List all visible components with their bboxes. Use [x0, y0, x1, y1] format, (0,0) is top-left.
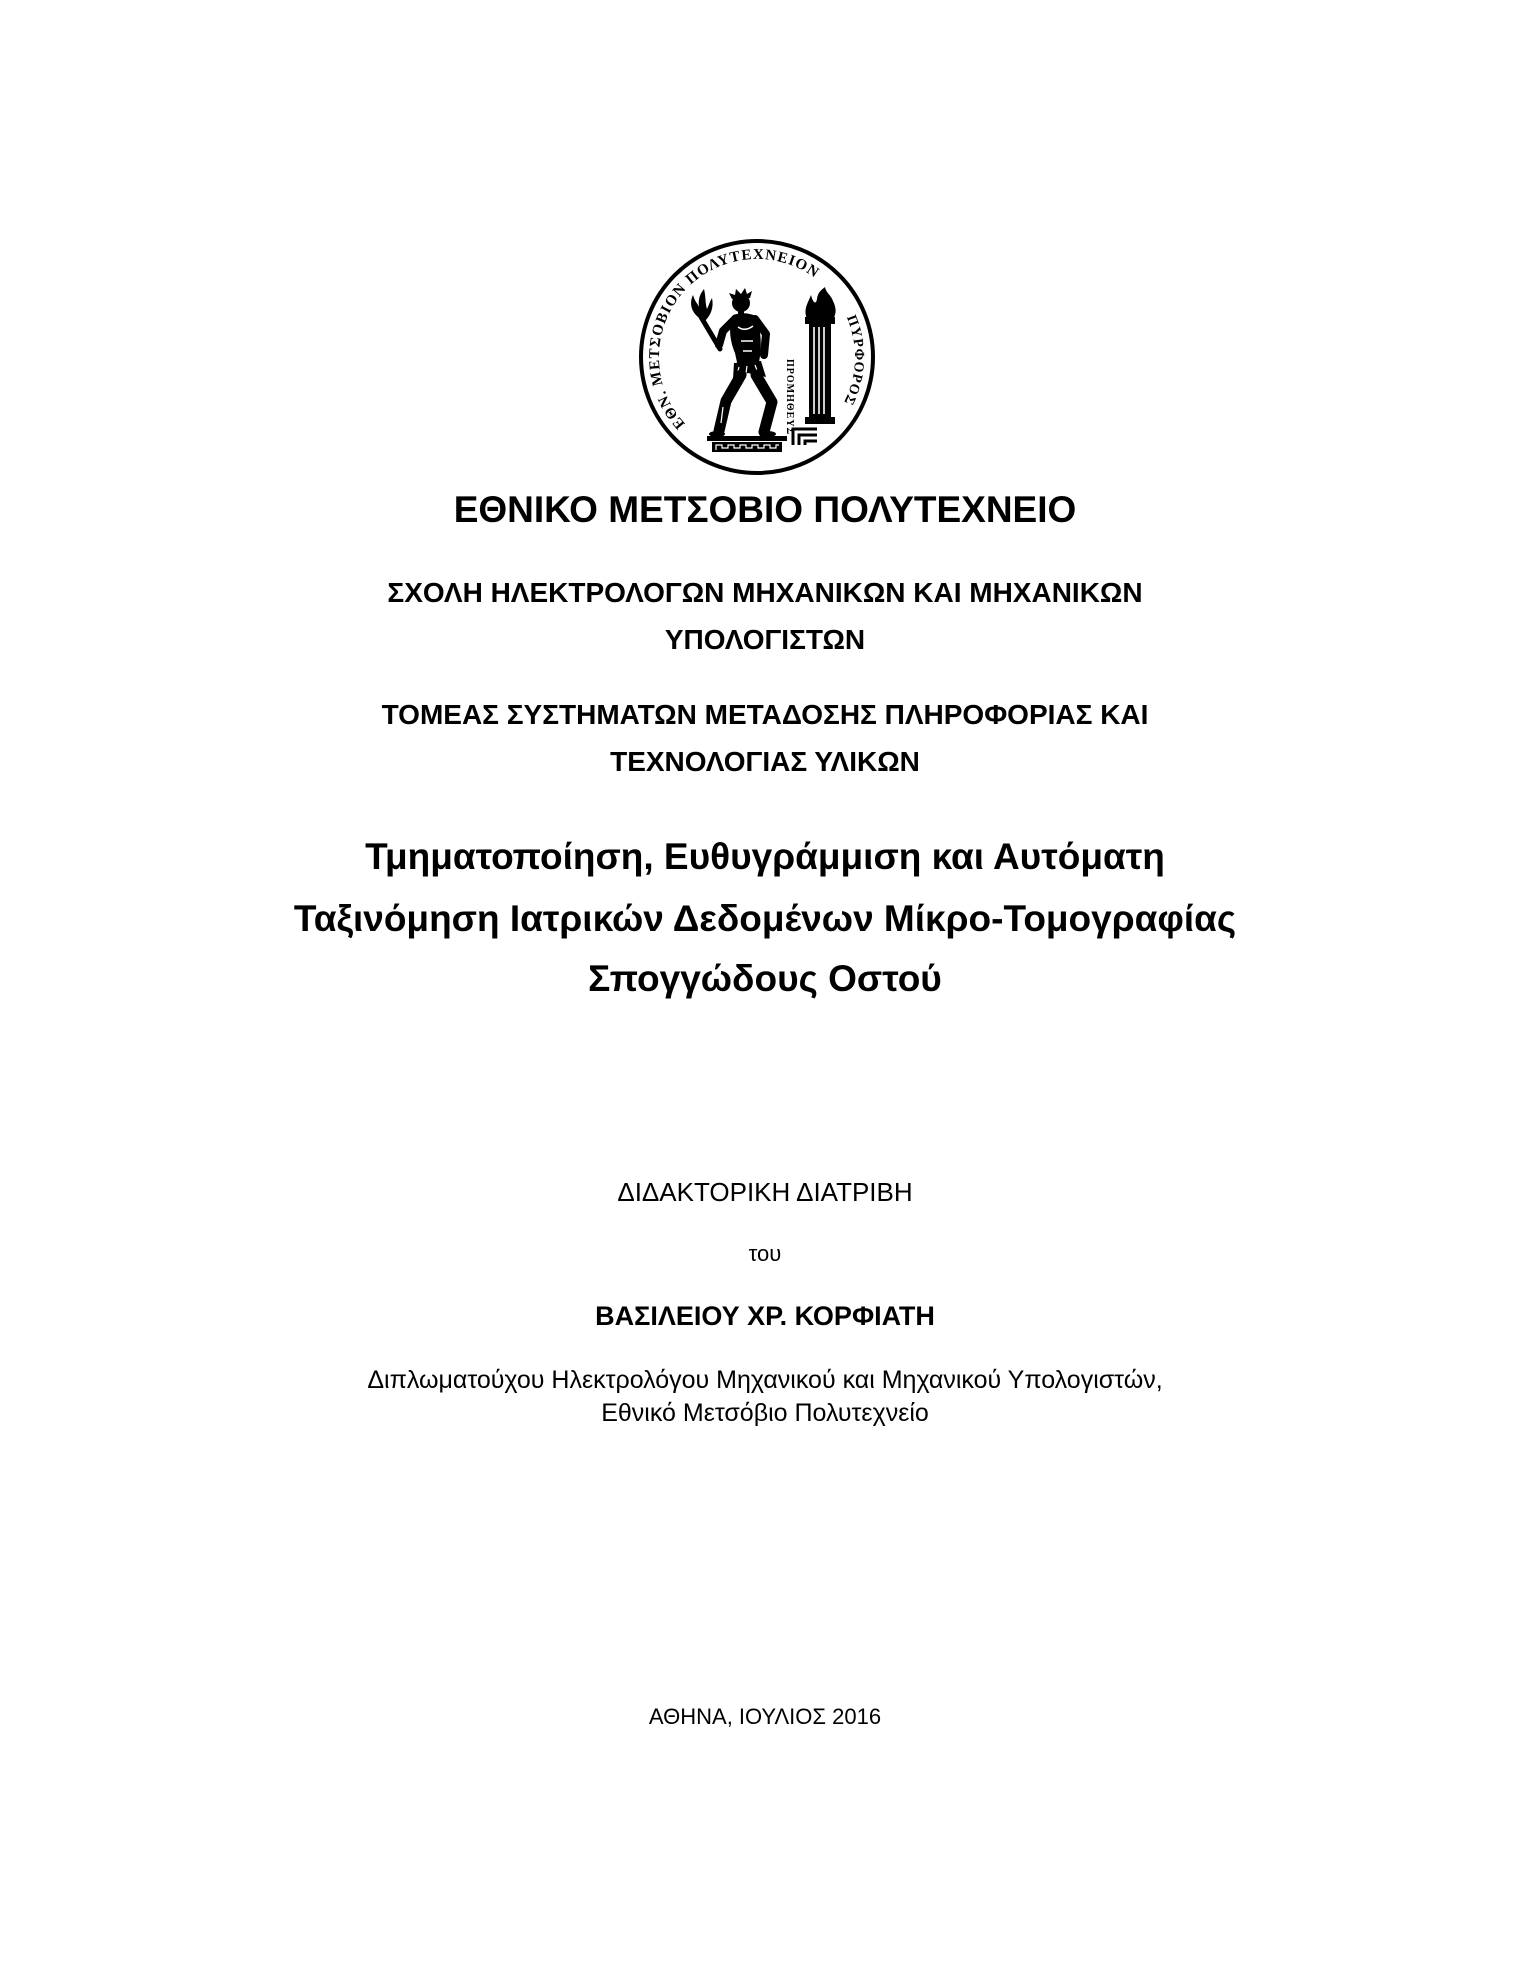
torch [691, 289, 720, 349]
pedestal-top [707, 436, 787, 441]
prometheus-figure [691, 288, 776, 437]
figure-left-leg [719, 375, 741, 431]
seal-inner-text: ΠΡΟΜΗΘΕΥΣ [784, 359, 795, 436]
figure-hair [729, 288, 752, 299]
school-name-line-2: ΥΠΟΛΟΓΙΣΤΩΝ [664, 624, 866, 655]
column-shaft [809, 324, 831, 417]
column-capital [805, 317, 835, 324]
seal-right-text-path: ΠΥΡΦΟΡΟΣ [839, 313, 867, 409]
university-seal-logo [637, 237, 877, 477]
thesis-title-line-1: Τμηματοποίηση, Ευθυγράμμιση και Αυτόματη [365, 836, 1165, 877]
seal-ring-text-path: ΕΘΝ. ΜΕΤΣΟΒΙΟΝ ΠΟΛΥΤΕΧΝΕΙΟΝ [646, 246, 823, 432]
column-base [805, 417, 835, 424]
thesis-title-line-2: Ταξινόμηση Ιατρικών Δεδομένων Μίκρο-Τομογραφίας [293, 898, 1237, 939]
fret-ornament [793, 429, 817, 445]
by-label: του [748, 1241, 782, 1266]
document-type: ΔΙΔΑΚΤΟΡΙΚΗ ΔΙΑΤΡΙΒΗ [617, 1177, 913, 1207]
seal-right-text [840, 313, 866, 408]
column-flame [806, 287, 836, 319]
author-credentials-line-2: Εθνικό Μετσόβιο Πολυτεχνείο [601, 1399, 929, 1427]
thesis-title-line-3: Σπογγώδους Οστού [588, 958, 942, 999]
department-name-line-1: ΤΟΜΕΑΣ ΣΥΣΤΗΜΑΤΩΝ ΜΕΤΑΔΟΣΗΣ ΠΛΗΡΟΦΟΡΙΑΣ ΚΑΙ [381, 699, 1149, 730]
pedestal [707, 436, 787, 452]
torch-handle [701, 317, 720, 349]
author-credentials-line-1: Διπλωματούχου Ηλεκτρολόγου Μηχανικού και Μηχανικού Υπολογιστών, [367, 1366, 1163, 1394]
figure-right-leg [756, 375, 772, 432]
column [805, 287, 836, 424]
school-name-line-1: ΣΧΟΛΗ ΗΛΕΚΤΡΟΛΟΓΩΝ ΜΗΧΑΝΙΚΩΝ ΚΑΙ ΜΗΧΑΝΙΚΩΝ [387, 577, 1143, 608]
author-name: ΒΑΣΙΛΕΙΟΥ ΧΡ. ΚΟΡΦΙΑΤΗ [595, 1301, 935, 1331]
department-name-line-2: ΤΕΧΝΟΛΟΓΙΑΣ ΥΛΙΚΩΝ [610, 746, 920, 777]
place-and-date: ΑΘΗΝΑ, ΙΟΥΛΙΟΣ 2016 [648, 1704, 882, 1729]
institution-name: ΕΘΝΙΚΟ ΜΕΤΣΟΒΙΟ ΠΟΛΥΤΕΧΝΕΙΟ [453, 489, 1077, 530]
torch-flame [691, 289, 713, 321]
